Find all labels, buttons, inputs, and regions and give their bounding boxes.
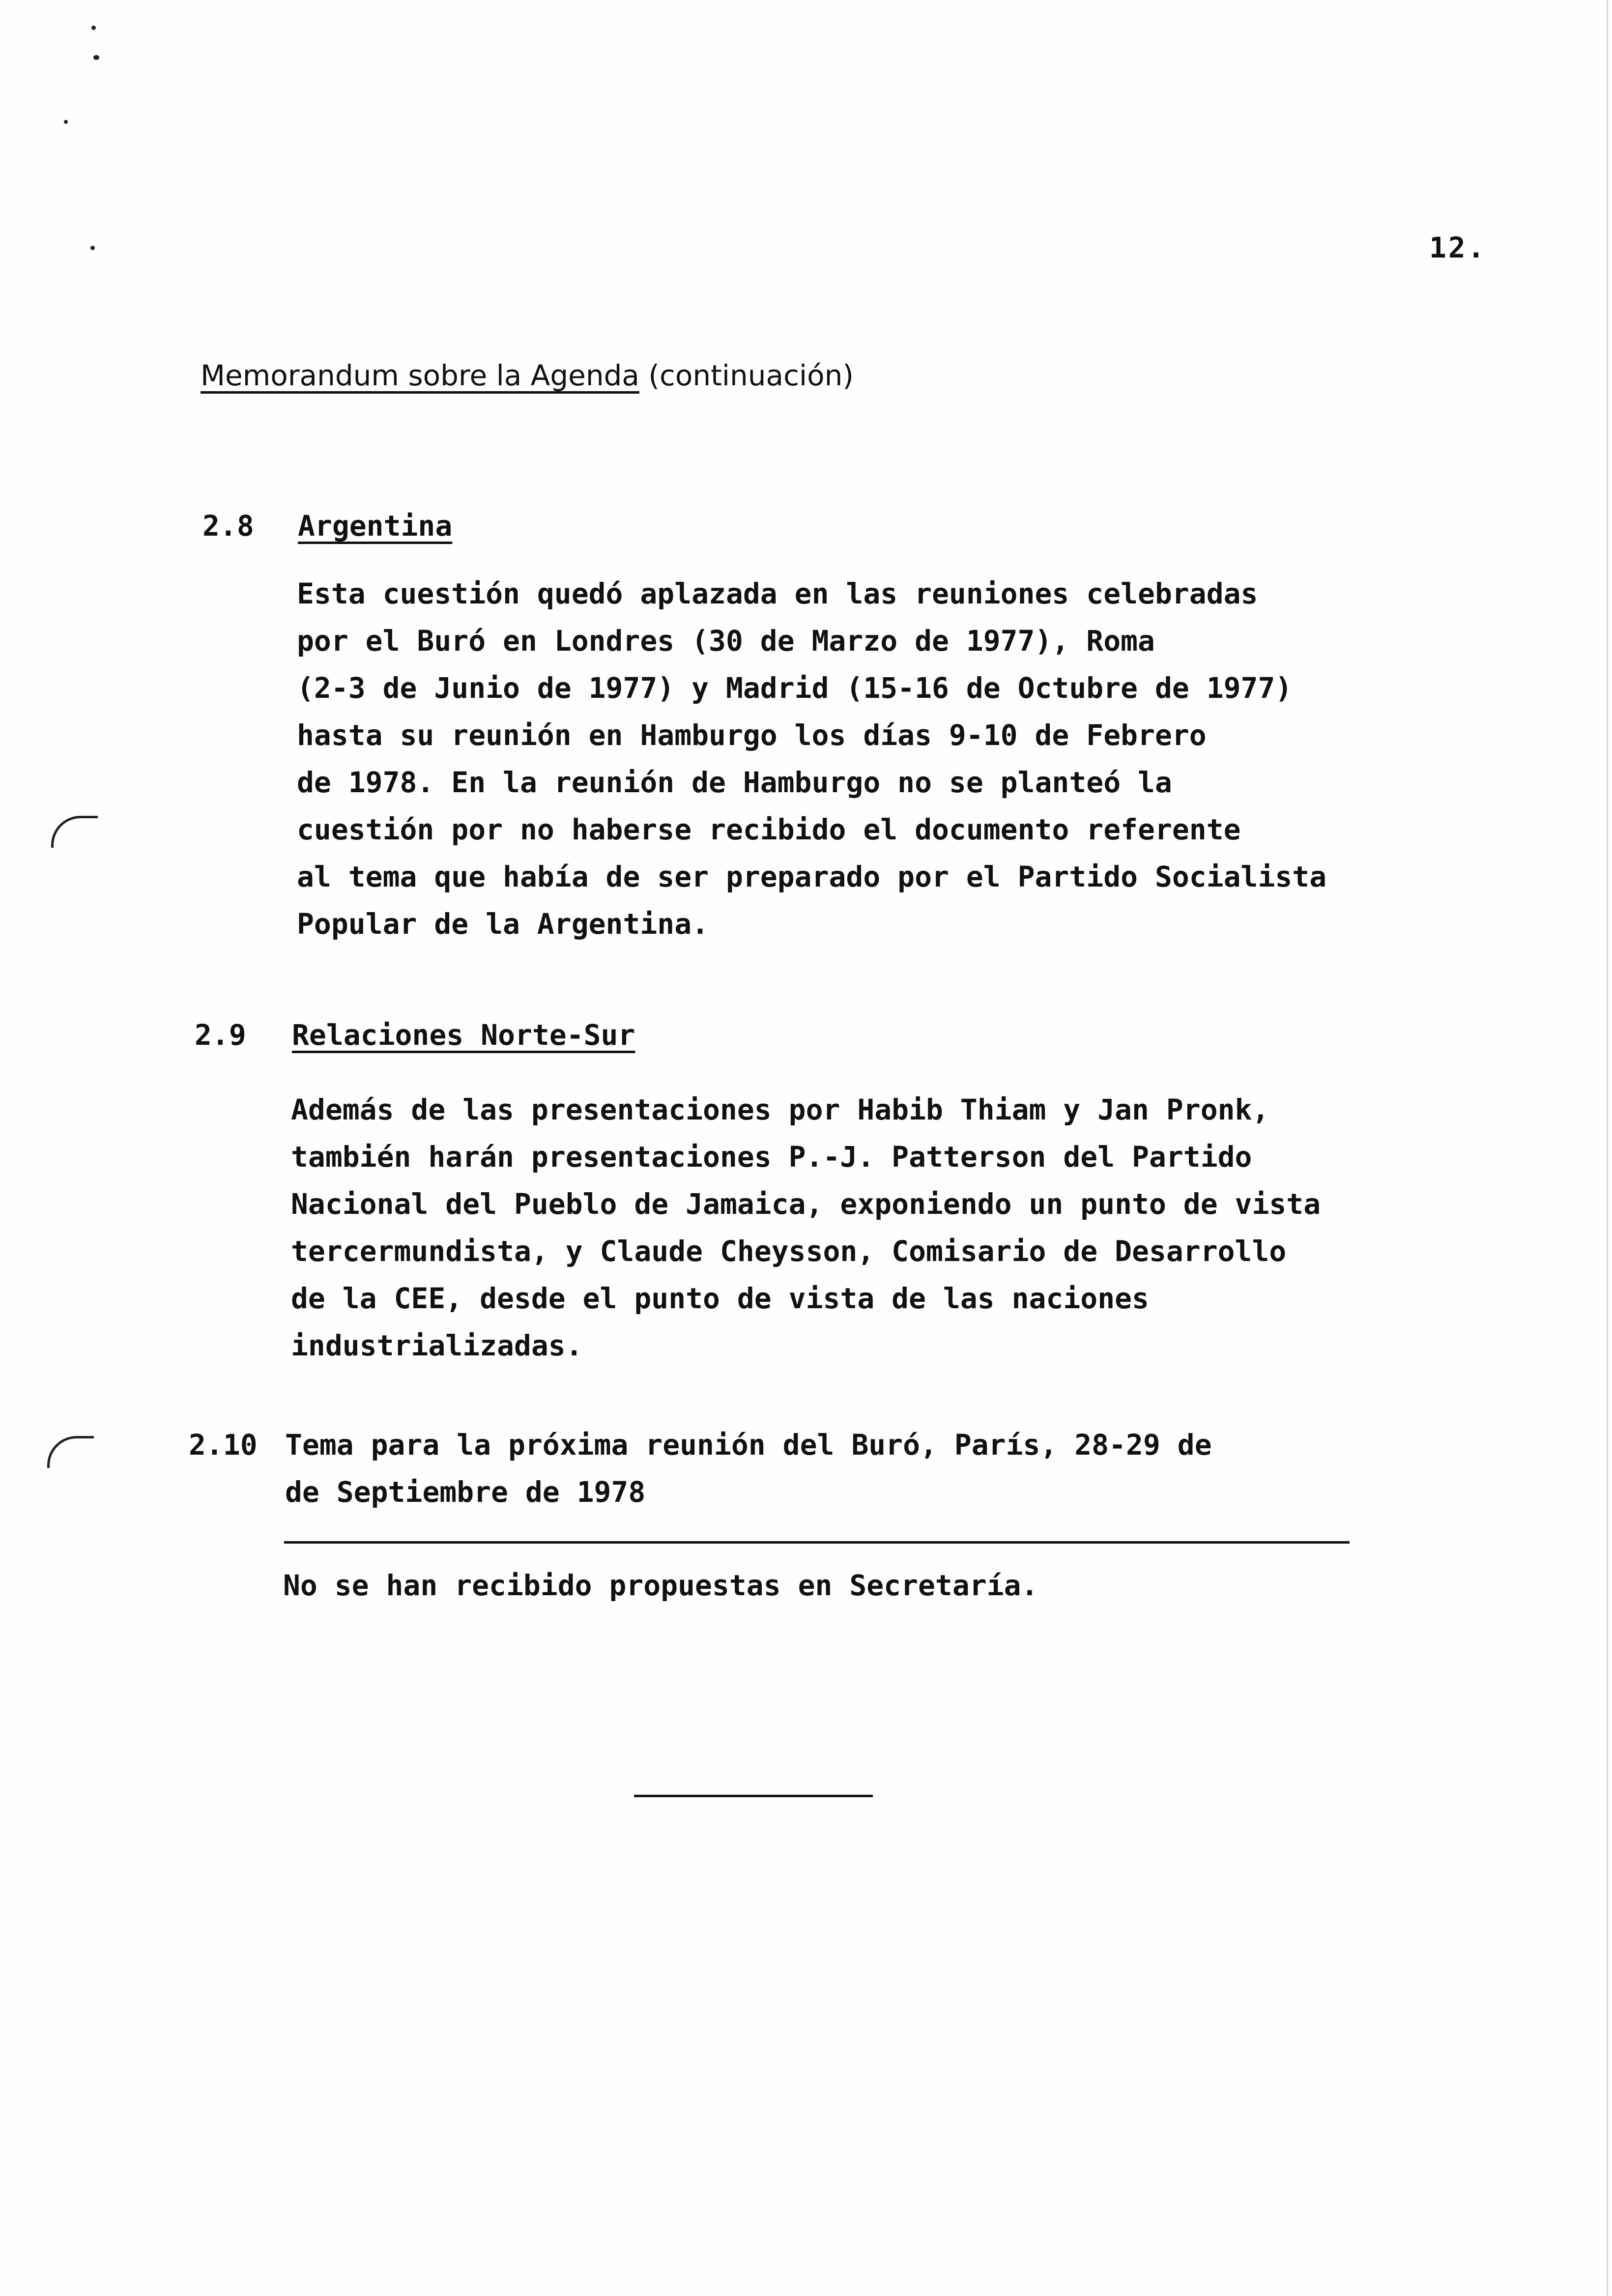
paragraph-line: Nacional del Pueblo de Jamaica, exponiendo un punto de vista (291, 1187, 1321, 1221)
closing-rule (634, 1795, 873, 1797)
scan-speck (91, 26, 96, 30)
section-heading-line: de Septiembre de 1978 (285, 1475, 646, 1509)
memo-title-underlined: Memorandum sobre la Agenda (201, 359, 639, 392)
paragraph-line: de 1978. En la reunión de Hamburgo no se planteó la (297, 766, 1172, 799)
paragraph-line: Popular de la Argentina. (297, 907, 709, 941)
punch-hole-mark (51, 816, 98, 848)
paragraph-line: cuestión por no haberse recibido el documento referente (297, 813, 1241, 846)
paragraph-line: industrializadas. (291, 1329, 583, 1362)
scan-speck (90, 246, 95, 250)
scan-edge-line (1607, 0, 1608, 2296)
paragraph-line: al tema que había de ser preparado por el Partido Socialista (297, 860, 1327, 893)
page-number: 12. (1429, 231, 1487, 264)
section-heading: Relaciones Norte-Sur (292, 1018, 635, 1052)
section-number: 2.9 (195, 1018, 246, 1052)
scan-speck (93, 55, 99, 60)
paragraph-line: Esta cuestión quedó aplazada en las reuniones celebradas (297, 577, 1258, 610)
heading-underline-rule (284, 1541, 1350, 1544)
paragraph-line: tercermundista, y Claude Cheysson, Comisario de Desarrollo (291, 1234, 1287, 1268)
section-paragraph (297, 570, 1326, 947)
section-number: 2.8 (202, 509, 254, 543)
paragraph-line: hasta su reunión en Hamburgo los días 9-10 de Febrero (297, 718, 1207, 752)
section-paragraph (291, 1086, 1321, 1369)
section-number: 2.10 (189, 1428, 258, 1462)
paragraph-line: por el Buró en Londres (30 de Marzo de 1977), Roma (297, 624, 1155, 658)
punch-hole-mark (47, 1436, 94, 1468)
section-paragraph (283, 1562, 1038, 1609)
memo-title (201, 359, 854, 392)
paragraph-line: (2-3 de Junio de 1977) y Madrid (15-16 de Octubre de 1977) (297, 671, 1293, 705)
memo-title-suffix: (continuación) (639, 359, 854, 392)
paragraph-line: también harán presentaciones P.-J. Patterson del Partido (291, 1140, 1252, 1174)
scan-speck (64, 120, 68, 124)
paragraph-line: No se han recibido propuestas en Secretaría. (283, 1569, 1038, 1602)
paragraph-line: Además de las presentaciones por Habib Thiam y Jan Pronk, (291, 1093, 1269, 1126)
paragraph-line: de la CEE, desde el punto de vista de las naciones (291, 1282, 1149, 1315)
section-heading-line: Tema para la próxima reunión del Buró, París, 28-29 de (285, 1428, 1212, 1462)
section-heading: Argentina (298, 509, 453, 543)
